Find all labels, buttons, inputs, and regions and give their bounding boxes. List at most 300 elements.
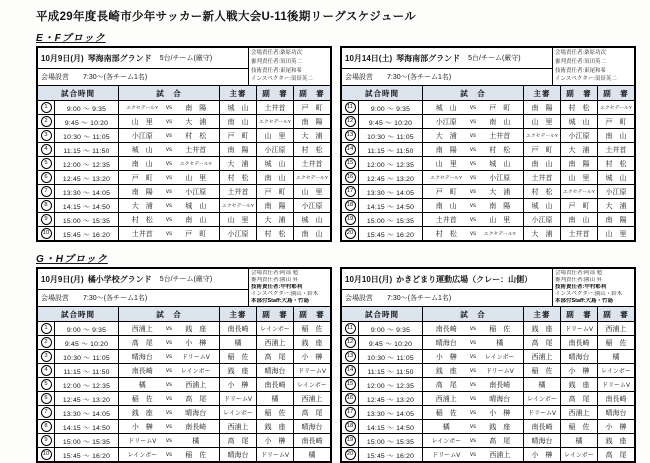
table-date: 10月9日(月) xyxy=(41,53,84,63)
assistant-cell: 戸 町 xyxy=(560,199,597,212)
away-team: 南 陽 xyxy=(489,202,511,210)
match-cell xyxy=(118,448,219,461)
vs-label: vs xyxy=(166,202,172,209)
assistant-cell: 西浦上 xyxy=(293,392,330,405)
assistant-cell: 稲 佐 xyxy=(560,420,597,433)
referee-cell: 村 松 xyxy=(523,185,560,198)
assistant-cell: 大 浦 xyxy=(597,199,634,212)
match-number xyxy=(342,336,358,349)
vs-label: vs xyxy=(166,146,172,153)
away-team: 城 山 xyxy=(185,202,207,210)
table-venue: 琴海南部グランド xyxy=(87,53,152,63)
match-row xyxy=(342,142,634,156)
match-time: 13:30 ～ 14:05 xyxy=(358,406,422,419)
setup-label: 会場設営 xyxy=(41,295,69,302)
assistant-cell: レインボー xyxy=(560,448,597,461)
circled-number: 3 xyxy=(41,130,52,141)
circled-number: 16 xyxy=(345,172,356,183)
tables-row xyxy=(36,46,638,242)
circled-number: 11 xyxy=(345,323,356,334)
circled-number: 15 xyxy=(345,379,356,390)
match-time: 10:30 ～ 11:05 xyxy=(358,350,422,363)
match-cell xyxy=(422,185,523,198)
circled-number: 2 xyxy=(41,116,52,127)
referee-cell: 南 山 xyxy=(219,115,256,128)
official-line: 審判責任者:須田英二 xyxy=(251,58,303,65)
home-team: 山 里 xyxy=(435,160,457,168)
away-team: 南 山 xyxy=(489,118,511,126)
official-line: インスペクター:須田英二 xyxy=(251,76,313,83)
vs-label: vs xyxy=(470,132,476,139)
table-date: 10月9日(月) xyxy=(41,274,84,284)
official-line: 会場責任者:桑原功次 xyxy=(251,50,303,57)
assistant-cell: 稲 佐 xyxy=(597,336,634,349)
circled-number: 5 xyxy=(41,158,52,169)
match-time: 15:00 ～ 15:35 xyxy=(358,434,422,447)
col-header-assistant: 副 審 xyxy=(256,307,293,321)
assistant-cell: 土井首 xyxy=(293,157,330,170)
match-row xyxy=(342,170,634,184)
circled-number: 13 xyxy=(345,351,356,362)
match-time: 11:15 ～ 11:50 xyxy=(358,143,422,156)
match-cell xyxy=(118,199,219,212)
home-team: 戸 町 xyxy=(131,174,153,182)
match-number xyxy=(38,336,54,349)
match-time: 14:15 ～ 14:50 xyxy=(54,420,118,433)
assistant-cell: 高 尾 xyxy=(560,392,597,405)
assistant-cell: 小江原 xyxy=(256,143,293,156)
official-line: 技術責任者:中村彰利 xyxy=(251,284,303,291)
official-line: 審判責任者:須田英二 xyxy=(555,58,607,65)
match-number xyxy=(342,129,358,142)
match-cell xyxy=(118,101,219,114)
vs-label: vs xyxy=(470,118,476,125)
assistant-cell: 南 山 xyxy=(597,129,634,142)
vs-label: vs xyxy=(166,230,172,237)
match-cell xyxy=(422,392,523,405)
match-cell xyxy=(422,199,523,212)
match-number xyxy=(38,378,54,391)
table-venue: かきどまり運動広場（クレー：山側） xyxy=(396,274,533,284)
match-row xyxy=(342,156,634,170)
home-team: ドリームV xyxy=(432,453,461,459)
vs-label: vs xyxy=(470,188,476,195)
home-team: レインボー xyxy=(431,439,462,445)
assistant-cell: 村 松 xyxy=(560,101,597,114)
match-number xyxy=(342,350,358,363)
match-number xyxy=(38,420,54,433)
home-team: 晴海台 xyxy=(131,353,153,361)
match-cell xyxy=(422,434,523,447)
col-header-assistant: 副 審 xyxy=(293,307,330,321)
vs-label: vs xyxy=(166,188,172,195)
away-team: 小 榊 xyxy=(185,339,207,347)
away-team: ドリームV xyxy=(181,355,210,361)
vs-label: vs xyxy=(470,367,476,374)
match-time: 15:45 ～ 16:20 xyxy=(358,448,422,461)
away-team: 山 里 xyxy=(489,216,511,224)
match-cell xyxy=(118,420,219,433)
home-team: エクセデールY xyxy=(430,176,463,181)
match-row xyxy=(342,447,634,461)
away-team: 橘 xyxy=(496,339,504,347)
circled-number: 10 xyxy=(41,228,52,239)
match-cell xyxy=(422,129,523,142)
home-team: 銭 座 xyxy=(131,409,153,417)
match-cell xyxy=(118,115,219,128)
match-time: 12:00 ～ 12:35 xyxy=(358,378,422,391)
match-row xyxy=(38,433,330,447)
match-cell xyxy=(422,101,523,114)
table-header xyxy=(38,48,330,86)
circled-number: 14 xyxy=(345,365,356,376)
assistant-cell: 土井首 xyxy=(256,101,293,114)
assistant-cell: 村 松 xyxy=(597,157,634,170)
assistant-cell: レインボー xyxy=(293,378,330,391)
table-header xyxy=(342,269,634,307)
vs-label: vs xyxy=(166,216,172,223)
match-cell xyxy=(422,227,523,240)
col-header-match: 試 合 xyxy=(422,307,523,321)
assistant-cell: 南 山 xyxy=(293,227,330,240)
match-number xyxy=(342,157,358,170)
assistant-cell: 戸 町 xyxy=(256,185,293,198)
assistant-cell: 城 山 xyxy=(597,171,634,184)
match-cell xyxy=(118,322,219,335)
away-team: 高 尾 xyxy=(489,437,511,445)
assistant-cell: ドリームV xyxy=(293,364,330,377)
setup-time: 7:30～(各チーム1名) xyxy=(387,74,452,81)
away-team: 南 山 xyxy=(185,216,207,224)
referee-cell: 南長崎 xyxy=(219,322,256,335)
referee-cell: 銭 座 xyxy=(219,364,256,377)
match-number xyxy=(342,199,358,212)
match-time: 14:15 ～ 14:50 xyxy=(358,199,422,212)
circled-number: 2 xyxy=(41,337,52,348)
official-line: インスペクター:園山・鈴木 xyxy=(555,290,623,297)
vs-label: vs xyxy=(166,325,172,332)
referee-cell: 南 陽 xyxy=(523,101,560,114)
match-time: 13:30 ～ 14:05 xyxy=(358,185,422,198)
away-team: 土井首 xyxy=(489,132,511,140)
assistant-cell: 大 浦 xyxy=(293,129,330,142)
away-team: レインボー xyxy=(180,369,211,375)
col-header-time: 試合時間 xyxy=(365,309,399,319)
vs-label: vs xyxy=(166,423,172,430)
home-team: 西浦上 xyxy=(435,395,457,403)
referee-cell: 戸 町 xyxy=(523,143,560,156)
match-number xyxy=(342,171,358,184)
match-time: 9:00 ～ 9:35 xyxy=(358,322,422,335)
match-number xyxy=(38,115,54,128)
match-number xyxy=(38,199,54,212)
away-team: 稲 佐 xyxy=(489,325,511,333)
referee-cell: 小江原 xyxy=(523,213,560,226)
away-team: 高 尾 xyxy=(185,395,207,403)
referee-cell: 山 里 xyxy=(219,213,256,226)
away-team: エクセデールY xyxy=(483,232,516,237)
match-row xyxy=(38,198,330,212)
circled-number: 9 xyxy=(41,435,52,446)
assistant-cell: エクセデールY xyxy=(293,171,330,184)
circled-number: 9 xyxy=(41,214,52,225)
referee-cell: 稲 佐 xyxy=(219,350,256,363)
column-header-row xyxy=(342,307,634,321)
official-line: 審判責任者:園山 昇 xyxy=(555,277,603,284)
assistant-cell: 南 陽 xyxy=(293,115,330,128)
assistant-cell: 銭 座 xyxy=(256,420,293,433)
match-number xyxy=(38,406,54,419)
vs-label: vs xyxy=(166,353,172,360)
vs-label: vs xyxy=(166,160,172,167)
circled-number: 1 xyxy=(41,102,52,113)
referee-cell: ドリームV xyxy=(219,392,256,405)
home-team: 大 浦 xyxy=(435,132,457,140)
assistant-cell: 小江原 xyxy=(293,199,330,212)
home-team: 南 陽 xyxy=(435,146,457,154)
assistant-cell: 晴海台 xyxy=(560,350,597,363)
vs-label: vs xyxy=(470,437,476,444)
away-team: 西浦上 xyxy=(185,381,207,389)
circled-number: 5 xyxy=(41,379,52,390)
match-time: 9:45 ～ 10:20 xyxy=(358,115,422,128)
match-number xyxy=(38,392,54,405)
referee-cell: 晴海台 xyxy=(219,448,256,461)
match-number xyxy=(342,185,358,198)
vs-label: vs xyxy=(470,146,476,153)
vs-label: vs xyxy=(166,174,172,181)
column-header-row xyxy=(38,86,330,100)
match-time: 9:00 ～ 9:35 xyxy=(54,101,118,114)
away-team: 小 榊 xyxy=(489,409,511,417)
circled-number: 8 xyxy=(41,200,52,211)
referee-cell: 土井首 xyxy=(219,185,256,198)
col-header-match: 試 合 xyxy=(118,86,219,100)
away-team: 土井首 xyxy=(185,146,207,154)
referee-cell: レインボー xyxy=(523,392,560,405)
col-header-assistant: 副 審 xyxy=(256,86,293,100)
assistant-cell: 西浦上 xyxy=(560,406,597,419)
vs-label: vs xyxy=(166,381,172,388)
assistant-cell: 高 尾 xyxy=(293,406,330,419)
assistant-cell: 橘 xyxy=(560,434,597,447)
away-team: 西浦上 xyxy=(489,451,511,459)
table-capacity: 5台/チーム(厳守) xyxy=(159,55,213,62)
match-row xyxy=(38,321,330,335)
assistant-cell: 稲 佐 xyxy=(293,322,330,335)
vs-label: vs xyxy=(470,174,476,181)
col-header-time: 試合時間 xyxy=(61,309,95,319)
match-row xyxy=(342,335,634,349)
match-row xyxy=(342,321,634,335)
match-cell xyxy=(422,448,523,461)
match-cell xyxy=(118,378,219,391)
assistant-cell: 晴海台 xyxy=(597,406,634,419)
match-number xyxy=(342,420,358,433)
away-team: 小江原 xyxy=(489,174,511,182)
circled-number: 16 xyxy=(345,393,356,404)
assistant-cell: 城 山 xyxy=(256,157,293,170)
home-team: 稲 佐 xyxy=(131,395,153,403)
circled-number: 6 xyxy=(41,393,52,404)
match-number xyxy=(342,101,358,114)
official-line: 技術責任者:中村彰利 xyxy=(555,284,607,291)
match-number xyxy=(38,143,54,156)
match-number xyxy=(38,322,54,335)
match-number xyxy=(38,101,54,114)
col-header-match: 試 合 xyxy=(118,307,219,321)
away-team: 戸 町 xyxy=(489,104,511,112)
match-time: 12:00 ～ 12:35 xyxy=(54,157,118,170)
vs-label: vs xyxy=(166,437,172,444)
home-team: 高 尾 xyxy=(131,339,153,347)
home-team: 村 松 xyxy=(131,216,153,224)
match-time: 13:30 ～ 14:05 xyxy=(54,185,118,198)
tables-row xyxy=(36,267,638,463)
vs-label: vs xyxy=(470,104,476,111)
assistant-cell: ドリームV xyxy=(597,378,634,391)
match-cell xyxy=(118,227,219,240)
match-row xyxy=(38,100,330,114)
schedule-table xyxy=(36,46,332,242)
referee-cell: 戸 町 xyxy=(219,129,256,142)
circled-number: 12 xyxy=(345,116,356,127)
match-cell xyxy=(422,350,523,363)
referee-cell: 高 尾 xyxy=(219,434,256,447)
match-cell xyxy=(422,406,523,419)
match-number xyxy=(38,171,54,184)
match-number xyxy=(342,227,358,240)
table-date: 10月14日(土) xyxy=(345,53,393,63)
assistant-cell: 山 里 xyxy=(597,227,634,240)
match-time: 15:45 ～ 16:20 xyxy=(358,227,422,240)
schedule-table xyxy=(36,267,332,463)
assistant-cell: 城 山 xyxy=(560,115,597,128)
referee-cell: 大 浦 xyxy=(219,157,256,170)
away-team: 南長崎 xyxy=(489,381,511,389)
vs-label: vs xyxy=(166,339,172,346)
referee-cell: エクセデールY xyxy=(523,129,560,142)
assistant-cell: 土井首 xyxy=(560,227,597,240)
match-row xyxy=(38,184,330,198)
home-team: 南長崎 xyxy=(435,325,457,333)
vs-label: vs xyxy=(166,395,172,402)
match-row xyxy=(342,433,634,447)
table-venue: 橘小学校グランド xyxy=(87,274,152,284)
away-team: 小江原 xyxy=(185,188,207,196)
match-row xyxy=(38,156,330,170)
home-team: 南 陽 xyxy=(131,188,153,196)
officials-box xyxy=(248,48,330,85)
match-row xyxy=(342,184,634,198)
circled-number: 15 xyxy=(345,158,356,169)
away-team: 南 陽 xyxy=(185,104,207,112)
match-time: 9:45 ～ 10:20 xyxy=(358,336,422,349)
match-row xyxy=(342,419,634,433)
vs-label: vs xyxy=(470,381,476,388)
match-row xyxy=(342,114,634,128)
col-header-referee: 主審 xyxy=(523,86,560,100)
column-header-row xyxy=(38,307,330,321)
home-team: 橘 xyxy=(138,381,146,389)
match-cell xyxy=(118,129,219,142)
assistant-cell: 小 榊 xyxy=(293,350,330,363)
circled-number: 18 xyxy=(345,421,356,432)
circled-number: 17 xyxy=(345,407,356,418)
match-cell xyxy=(118,364,219,377)
assistant-cell: 村 松 xyxy=(256,227,293,240)
official-line: 技術責任者:東尾和希 xyxy=(555,67,607,74)
home-team: 高 尾 xyxy=(435,381,457,389)
match-row xyxy=(38,142,330,156)
match-row xyxy=(38,349,330,363)
official-line: 審判責任者:園山 昇 xyxy=(251,277,299,284)
assistant-cell: 銭 座 xyxy=(597,434,634,447)
referee-cell: 南長崎 xyxy=(523,420,560,433)
referee-cell: 橘 xyxy=(523,378,560,391)
match-time: 11:15 ～ 11:50 xyxy=(358,364,422,377)
match-time: 12:45 ～ 13:20 xyxy=(358,392,422,405)
match-time: 10:30 ～ 11:05 xyxy=(54,129,118,142)
match-row xyxy=(342,100,634,114)
match-cell xyxy=(118,350,219,363)
match-time: 15:00 ～ 15:35 xyxy=(358,213,422,226)
circled-number: 19 xyxy=(345,214,356,225)
assistant-cell: 城 山 xyxy=(293,213,330,226)
home-team: 土井首 xyxy=(131,230,153,238)
assistant-cell: 銭 座 xyxy=(293,336,330,349)
referee-cell: 小 榊 xyxy=(523,448,560,461)
assistant-cell: 南 山 xyxy=(560,213,597,226)
match-time: 15:00 ～ 15:35 xyxy=(54,213,118,226)
assistant-cell: 山 里 xyxy=(560,171,597,184)
referee-cell: 土井首 xyxy=(523,171,560,184)
home-team: 小江原 xyxy=(435,118,457,126)
setup-label: 会場設営 xyxy=(345,295,373,302)
setup-time: 7:30～(各チーム1名) xyxy=(83,295,148,302)
assistant-cell: 西浦上 xyxy=(256,336,293,349)
referee-cell: 高 尾 xyxy=(523,336,560,349)
vs-label: vs xyxy=(470,230,476,237)
home-team: 土井首 xyxy=(435,216,457,224)
match-time: 11:15 ～ 11:50 xyxy=(54,364,118,377)
match-cell xyxy=(118,406,219,419)
section-label: G・Hブロック xyxy=(36,254,108,265)
match-time: 12:45 ～ 13:20 xyxy=(54,171,118,184)
circled-number: 4 xyxy=(41,365,52,376)
assistant-cell: 南長崎 xyxy=(597,392,634,405)
match-row xyxy=(342,128,634,142)
assistant-cell: エクセデールY xyxy=(256,115,293,128)
circled-number: 19 xyxy=(345,435,356,446)
away-team: 山 里 xyxy=(185,174,207,182)
match-number xyxy=(38,227,54,240)
home-team: 銭 座 xyxy=(435,367,457,375)
referee-cell: 西浦上 xyxy=(523,350,560,363)
referee-cell: 山 里 xyxy=(523,115,560,128)
col-header-assistant: 副 審 xyxy=(560,307,597,321)
match-time: 9:45 ～ 10:20 xyxy=(54,336,118,349)
match-row xyxy=(38,405,330,419)
column-header-row xyxy=(342,86,634,100)
home-team: 小 榊 xyxy=(435,353,457,361)
match-number xyxy=(38,213,54,226)
home-team: 城 山 xyxy=(131,146,153,154)
circled-number: 4 xyxy=(41,144,52,155)
assistant-cell: 南長崎 xyxy=(293,434,330,447)
match-cell xyxy=(118,143,219,156)
home-team: 南 山 xyxy=(435,202,457,210)
